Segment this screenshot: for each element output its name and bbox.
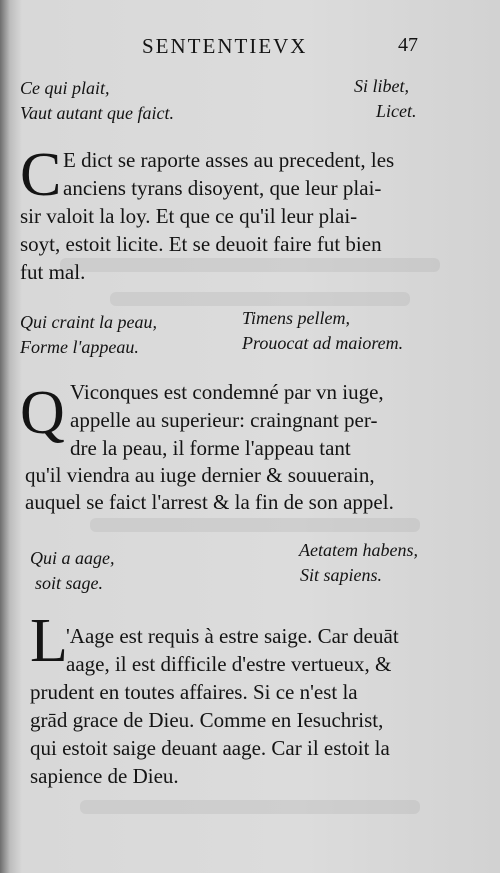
body-text-line: qu'il viendra au iuge dernier & souuerain, (25, 463, 375, 487)
show-through-smudge (80, 800, 420, 814)
running-title: SENTENTIEVX (142, 34, 308, 58)
body-text-line: grād grace de Dieu. Comme en Iesuchrist, (30, 708, 384, 732)
drop-cap: Q (20, 379, 65, 447)
body-text-line: prudent en toutes affaires. Si ce n'est la (30, 680, 358, 704)
proverb-latin-line: Sit sapiens. (300, 565, 383, 585)
proverb-french-line: Forme l'appeau. (20, 337, 139, 357)
show-through-smudge (110, 292, 410, 306)
body-text-line: soyt, estoit licite. Et se deuoit faire fut bien (20, 232, 382, 256)
body-text-line: auquel se faict l'arrest & la fin de son appel. (25, 490, 394, 514)
body-text-line: sir valoit la loy. Et que ce qu'il leur plai- (20, 204, 358, 228)
body-text-line: Viconques est condemné par vn iuge, (70, 380, 384, 404)
body-text-line: fut mal. (20, 260, 86, 284)
body-text-line: anciens tyrans disoyent, que leur plai- (63, 176, 382, 200)
proverb-latin-line: Timens pellem, (242, 308, 350, 328)
proverb-french-line: Vaut autant que faict. (20, 103, 174, 123)
proverb-french-line: Qui a aage, (30, 548, 115, 568)
body-text-line: qui estoit saige deuant aage. Car il estoit la (30, 736, 390, 760)
proverb-latin-line: Prouocat ad maiorem. (242, 333, 404, 353)
proverb-latin-line: Licet. (376, 101, 417, 121)
page-header (0, 28, 500, 58)
show-through-smudge (60, 258, 440, 272)
proverb-latin-line: Si libet, (354, 76, 409, 96)
drop-cap: C (20, 141, 62, 209)
body-text-line: 'Aage est requis à estre saige. Car deuāt (66, 624, 399, 648)
drop-cap: L (30, 607, 68, 675)
proverb-french-line: Ce qui plait, (20, 78, 110, 98)
page-number: 47 (398, 34, 418, 56)
body-text-line: sapience de Dieu. (30, 764, 179, 788)
body-text-line: appelle au superieur: craingnant per- (70, 408, 378, 432)
proverb-french-line: Qui craint la peau, (20, 312, 157, 332)
proverb-latin-line: Aetatem habens, (299, 540, 418, 560)
show-through-smudge (90, 518, 420, 532)
body-text-line: E dict se raporte asses au precedent, les (63, 148, 395, 172)
body-text-line: aage, il est difficile d'estre vertueux, & (66, 652, 392, 676)
body-text-line: dre la peau, il forme l'appeau tant (70, 436, 351, 460)
proverb-french-line: soit sage. (35, 573, 104, 593)
